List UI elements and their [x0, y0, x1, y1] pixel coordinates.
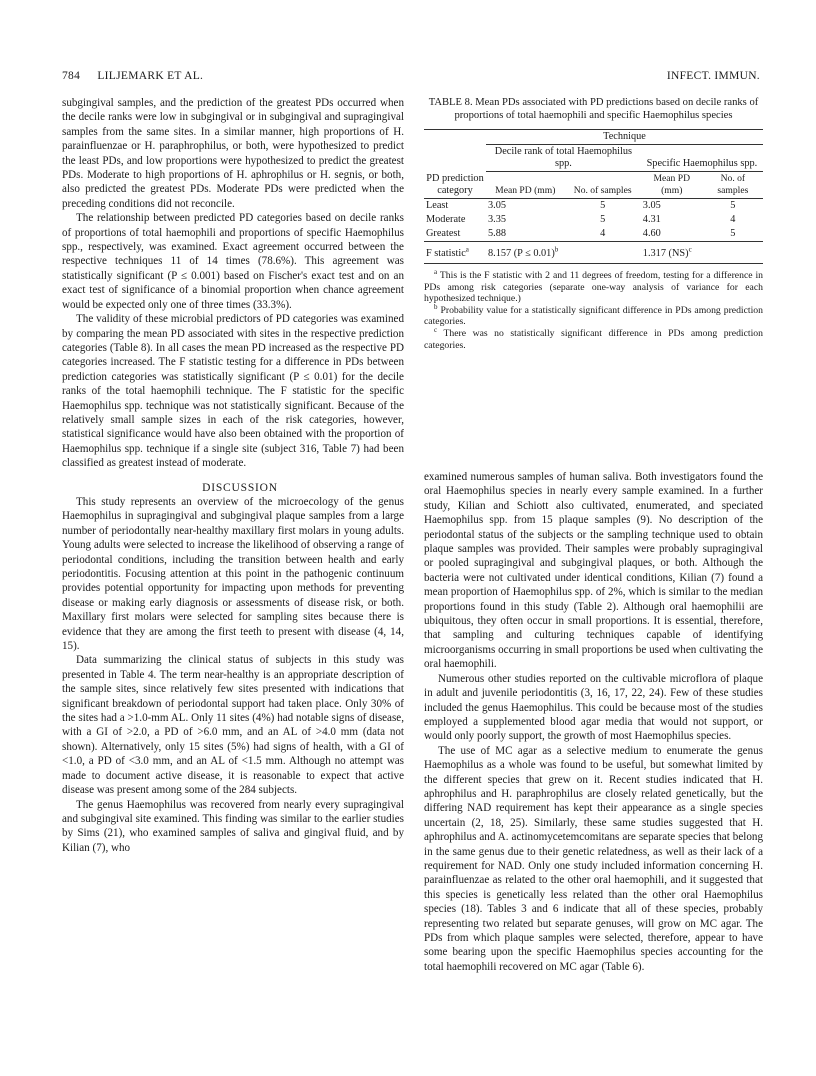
technique-header: Technique — [486, 130, 763, 145]
discussion-heading: DISCUSSION — [202, 481, 278, 494]
no-samples-header-2: No. of samples — [717, 173, 749, 196]
right-column — [424, 470, 763, 974]
cell-mean-pd-2: 4.31 — [642, 214, 661, 225]
table-row — [424, 199, 763, 214]
row-category: Least — [426, 200, 449, 211]
cell-mean-pd-2: 4.60 — [642, 228, 661, 239]
f-label: F statistic — [426, 248, 466, 259]
cell-mean-pd-1: 3.35 — [488, 214, 507, 225]
table-row — [424, 213, 763, 227]
left-paragraph-4: This study represents an overview of the microecology of the genus Haemophilus in supragingival and subgingival plaque samples from a large number of periodontally near-healthy maxillary first molars in young adults. Young adults were selected to increase the likelihood of observing a range of periodontal conditions, including the transition between health and early periodontitis. Focusing attention at this point in the pathogenic continuum provides potential opportunity for impacting upon methods for preventing disease or making early diagnosis or assessments of disease risk, or both. Maxillary first molars were selected for sampling sites because there is evidence that they are among the first teeth to present with disease (4, 14, 15). — [62, 495, 404, 653]
row-header: PD prediction category — [424, 130, 486, 199]
running-authors: LILJEMARK ET AL. — [97, 70, 204, 82]
table-footnotes: $^a$ This is the F statistic with 2 and 11 degrees of freedom, testing for a difference in PDs among risk categories (separate one-way analysis of variance for each hypothesized technique.) $^b$ Probability value for a statistically significant difference in PDs among prediction categories. $^c$ There was no statistically significant difference in PDs among prediction categories. — [424, 267, 764, 351]
right-paragraph-3: The use of MC agar as a selective medium to enumerate the genus Haemophilus as a whole was found to be useful, but somewhat limited by the different species that grew on it. Recent studies indicated that H. aphrophilus and H. paraphrophilus are closely related genetically, but the differing NAD requirement has kept their appearance as a single species uncertain (2, 18, 25). Similarly, these same studies suggested that H. aphrophilus and A. actinomycetemcomitans are separate species that belong in the same genus due to their genetic relatedness, as well as their lack of a requirement for NAD. Only one study included information concerning H. parainfluenzae as related to the other oral haemophili, and it suggested that this species is genetically less related than the other oral Haemophilus species (18). Tables 3 and 6 indicate that all of these species, probably representing two related but separate genuses, will grow on MC agar. The PDs from which plaque samples were selected, therefore, appear to have some bearing upon the specific Haemophilus species accounting for the total haemophili recovered on MC agar (Table 6). — [424, 744, 763, 973]
cell-mean-pd-1: 5.88 — [488, 228, 507, 239]
running-journal: INFECT. IMMUN. — [666, 70, 760, 82]
right-paragraph-1: examined numerous samples of human saliva. Both investigators found the oral Haemophilus species in nearly every sample examined. In a further study, Kilian and Schiott also cultivated, enumerated, and speciated Haemophilus spp. from 15 plaque samples (9). No description of the periodontal status of the subjects or the sampling technique used to obtain plaque samples was provided. Their samples were probably supragingival or pooled supragingival and subgingival plaques, or both. Although the bacteria were not cultivated under identical conditions, Kilian (7) found a mean proportion of Haemophilus spp. of 2%, which is similar to the median proportions found in this study (Table 2). Although oral haemophilii are ubiquitous, they often occur in small proportions. It is essential, therefore, that sampling and culturing techniques capable of identifying microorganisms occurring in small proportions be used when cultivating the oral haemophili. — [424, 471, 763, 671]
table-8-grid — [424, 129, 763, 264]
left-paragraph-2: The relationship between predicted PD categories based on decile ranks of proportions of total haemophili and proportions of specific Haemophilus spp., respectively, was examined. Exact agreement occurred between the respective techniques 11 of 14 times (78.6%). This agreement was statistically significant (P ≤ 0.001) based on Fischer's exact test and on an exact test of significance of a binomial proportion when chance agreement would be expected only one of three times (33.3%). — [62, 212, 404, 311]
table-8 — [424, 96, 763, 351]
cell-samples-2: 5 — [730, 200, 736, 211]
footnote-c: There was no statistically significant difference in PDs among prediction categories. — [424, 327, 763, 351]
footnote-b: Probability value for a statistically significant difference in PDs among prediction categories. — [424, 304, 763, 328]
cell-samples-1: 5 — [600, 214, 606, 225]
table-caption: TABLE 8. Mean PDs associated with PD predictions based on decile ranks of proportions of total haemophili and specific Haemophilus species — [428, 97, 759, 121]
row-category: Greatest — [426, 228, 461, 239]
left-paragraph-5: Data summarizing the clinical status of subjects in this study was presented in Table 4. The term near-healthy is an appropriate description of the sample sites, since relatively few sites presented with indications that significant breakdown of periodontal support had taken place. Only 30% of the sites had a >1.0-mm AL. Only 11 sites (4%) had notable signs of disease, with a GI of >2.0, a PD of >6.0 mm, and an AL of >4.0 mm (data not shown). Alternatively, only 15 sites (5%) had signs of health, with a GI of <1.0, a PD of <3.0 mm, and an AL of <1.5 mm. Although no attempt was made to document active disease, it is reasonable to expect that active disease was present among some of the 284 subjects. — [62, 654, 404, 797]
left-column — [62, 96, 404, 855]
page-number: 784 — [62, 70, 81, 82]
right-paragraph-2: Numerous other studies reported on the cultivable microflora of plaque in adult and juvenile periodontitis (3, 16, 17, 22, 24). Few of these studies included the genus Haemophilus. This could be because most of the studies employed a supplemented blood agar media that would not support, or would only poorly support, the growth of most Haemophilus species. — [424, 672, 763, 743]
footnote-a: This is the F statistic with 2 and 11 degrees of freedom, testing for a difference in PDs among risk categories (separate one-way analysis of variance for each hypothesized technique.) — [424, 270, 764, 305]
table-row — [424, 227, 763, 242]
cell-mean-pd-2: 3.05 — [642, 200, 661, 211]
cell-samples-1: 4 — [600, 228, 606, 239]
mean-pd-header-2: Mean PD (mm) — [653, 173, 691, 196]
cell-mean-pd-1: 3.05 — [488, 200, 507, 211]
group-header-2: Specific Haemophilus spp. — [641, 145, 763, 172]
f-statistic-row: F statistic$^a$ 8.157 (P ≤ 0.01)$^b$ 1.317 (NS)$^c$ — [424, 242, 763, 264]
mean-pd-header-1: Mean PD (mm) — [495, 185, 556, 196]
f-value-1: 8.157 (P ≤ 0.01) — [488, 248, 555, 259]
cell-samples-1: 5 — [600, 200, 606, 211]
group-header-1: Decile rank of total Haemophilus spp. — [486, 145, 641, 172]
running-header-left — [62, 70, 203, 82]
left-paragraph-3: The validity of these microbial predictors of PD categories was examined by comparing the mean PD associated with sites in the respective prediction categories (Table 8). In all cases the mean PD increased as the respective PD categories increased. The F statistic testing for a difference in PDs between prediction categories was statistically significant (P ≤ 0.01) for the decile ranks of the total haemophili technique. The F statistic for the specific Haemophilus spp. technique was not statistically significant. Because of the relatively small sample sizes in each of the risk categories, however, statistical significance would have also been obtained with the proportion of Haemophilus spp. technique if a single site (subject 316, Table 7) had been classified as greatest instead of moderate. — [62, 313, 404, 470]
left-paragraph-6: The genus Haemophilus was recovered from nearly every supragingival and subgingival site examined. This finding was similar to the earlier studies by Sims (21), who examined samples of saliva and gingival fluid, and by Kilian (7), who — [62, 798, 404, 854]
f-value-2: 1.317 (NS) — [642, 248, 689, 259]
no-samples-header-1: No. of samples — [573, 185, 632, 196]
cell-samples-2: 5 — [730, 228, 736, 239]
cell-samples-2: 4 — [730, 214, 736, 225]
left-paragraph-1: subgingival samples, and the prediction of the greatest PDs occurred when the decile ranks were low in subgingival or in subgingival and supragingival samples from the same sites. In a similar manner, high proportions of H. parainfluenzae or H. paraphrophilus, or both, were hypothesized to predict the least PDs, and low proportions were hypothesized to predict the greatest PDs. Moderate to high proportions of H. aphrophilus or H. segnis, or both, also predicted the greatest PDs. Moderate PDs were predicted when the preceding conditions did not reconcile. — [62, 97, 404, 210]
row-category: Moderate — [426, 214, 466, 225]
